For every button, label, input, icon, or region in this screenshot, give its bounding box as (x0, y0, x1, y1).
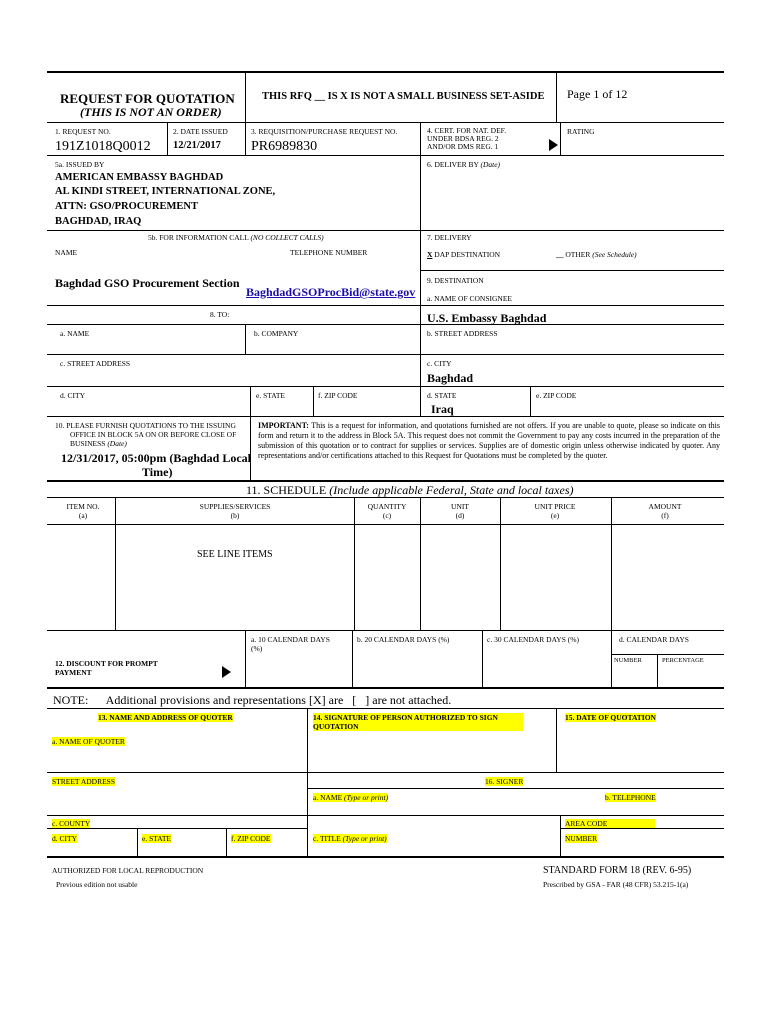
rating-label: RATING (567, 127, 595, 136)
arrow-right-icon (549, 139, 558, 151)
schedule-title (246, 483, 574, 498)
small-business-set-aside: THIS RFQ __ IS X IS NOT A SMALL BUSINESS SET-ASIDE (262, 91, 545, 102)
rule (245, 72, 246, 122)
dap-label: DAP DESTINATION (434, 250, 501, 259)
important-label: IMPORTANT: (258, 421, 309, 430)
dest-zip-label: e. ZIP CODE (536, 391, 577, 400)
quoter-county-label[interactable]: c. COUNTY (52, 819, 91, 828)
rule (167, 122, 168, 155)
rule (560, 828, 724, 829)
furnish-label-note: (Date) (107, 439, 127, 448)
quoter-city-label[interactable]: d. CITY (52, 834, 77, 843)
col-amount-label: AMOUNT (648, 502, 682, 511)
signer-title-label[interactable]: c. TITLE (313, 834, 341, 843)
page-number: Page 1 of 12 (567, 87, 628, 101)
col-unit-price-label: UNIT PRICE (534, 502, 576, 511)
quoter-street-label[interactable]: STREET ADDRESS (52, 777, 115, 786)
deliver-by-note: (Date) (480, 160, 501, 169)
rule (47, 122, 724, 123)
furnish-label-3-text: BUSINESS (70, 439, 106, 448)
quote-deadline-line2: Time) (142, 465, 173, 479)
rule (657, 654, 658, 687)
furnish-label-2: OFFICE IN BLOCK 5A ON OR BEFORE CLOSE OF (70, 430, 237, 439)
col-amount (635, 502, 695, 520)
rule (560, 815, 561, 856)
footer-form-number: STANDARD FORM 18 (REV. 6-95) (543, 865, 692, 876)
to-street-label: c. STREET ADDRESS (60, 359, 131, 368)
cert-label: 4. CERT. FOR NAT. DEF. UNDER BDSA REG. 2 AND/OR DMS REG. 1 (427, 126, 507, 151)
quoter-name-label[interactable]: a. NAME OF QUOTER (52, 737, 125, 746)
requisition-label: 3. REQUISITION/PURCHASE REQUEST NO. (251, 127, 398, 136)
rule (611, 654, 724, 655)
date-issued: 12/21/2017 (173, 140, 221, 151)
col-amount-sub: (f) (661, 511, 669, 520)
signer-title-field (313, 834, 387, 843)
col-quantity (357, 502, 417, 520)
rule (47, 386, 724, 387)
discount-20-days: b. 20 CALENDAR DAYS (%) (357, 635, 450, 644)
rule (47, 630, 724, 631)
to-city-label: d. CITY (60, 391, 85, 400)
rule (47, 230, 724, 231)
to-state-label: e. STATE (256, 391, 285, 400)
rule (250, 386, 251, 416)
signer-name-label[interactable]: a. NAME (313, 793, 343, 802)
consignee-label: a. NAME OF CONSIGNEE (427, 294, 512, 303)
other-checkbox[interactable]: __ (556, 250, 564, 259)
schedule-content: SEE LINE ITEMS (197, 549, 273, 560)
rule (115, 497, 116, 630)
col-quantity-sub: (c) (382, 511, 392, 520)
col-unit-price (515, 502, 595, 520)
deliver-by-label (427, 160, 500, 169)
col-supplies (185, 502, 285, 520)
col-quantity-label: QUANTITY (367, 502, 407, 511)
signature-header: 14. SIGNATURE OF PERSON AUTHORIZED TO SIGN QUOTATION (313, 713, 523, 731)
delivery-label: 7. DELIVERY (427, 233, 472, 242)
info-call-label-text: 5b. FOR INFORMATION CALL (148, 233, 249, 242)
contact-email-link[interactable]: BaghdadGSOProcBid@state.gov (246, 285, 416, 299)
rule (611, 497, 612, 687)
signer-label: 16. SIGNER (485, 777, 524, 786)
to-zip-label: f. ZIP CODE (318, 391, 358, 400)
rule (47, 708, 724, 709)
rule (245, 630, 246, 687)
contact-name: Baghdad GSO Procurement Section (55, 276, 240, 290)
discount-calendar-days: d. CALENDAR DAYS (619, 635, 689, 644)
dest-street-label: b. STREET ADDRESS (427, 329, 498, 338)
signer-name-note: (Type or print) (344, 793, 389, 802)
quote-deadline-line1: 12/31/2017, 05:00pm (Baghdad Local (61, 451, 252, 465)
important-notice (258, 421, 720, 461)
dest-city-label: c. CITY (427, 359, 452, 368)
col-unit-sub: (d) (455, 511, 465, 520)
other-note: (See Schedule) (592, 250, 637, 259)
col-unit-label: UNIT (451, 502, 469, 511)
request-no: 191Z1018Q0012 (55, 139, 151, 154)
dap-checkbox[interactable]: X (427, 250, 433, 259)
form-subtitle: (THIS IS NOT AN ORDER) (80, 105, 222, 119)
footer-previous-edition: Previous edition not usable (56, 880, 138, 889)
col-item-no-label: ITEM NO. (66, 502, 100, 511)
furnish-label-1: 10. PLEASE FURNISH QUOTATIONS TO THE ISSUING (55, 421, 236, 430)
deliver-by-label-text: 6. DELIVER BY (427, 160, 479, 169)
issued-by-line1: AMERICAN EMBASSY BAGHDAD (55, 172, 224, 183)
rule (47, 772, 724, 773)
to-name-label: a. NAME (60, 329, 90, 338)
rule (420, 497, 421, 630)
rule (307, 788, 724, 789)
col-item-no (63, 502, 103, 520)
to-label: 8. TO: (210, 310, 230, 319)
signer-name-field (313, 793, 388, 802)
rule (482, 630, 483, 687)
rule (47, 416, 724, 417)
rule (47, 687, 724, 689)
rule (47, 480, 724, 482)
dest-city: Baghdad (427, 371, 474, 385)
quoter-state-label[interactable]: e. STATE (142, 834, 171, 843)
rule (560, 122, 561, 155)
rule (307, 708, 308, 856)
rule (556, 72, 557, 122)
discount-number: NUMBER (614, 657, 642, 664)
footer-prescribed-by: Prescribed by GSA - FAR (48 CFR) 53.215-1(a) (543, 880, 689, 889)
destination-label: 9. DESTINATION (427, 276, 484, 285)
rule (47, 354, 724, 355)
footer-reproduction: AUTHORIZED FOR LOCAL REPRODUCTION (52, 866, 204, 875)
rule (556, 708, 557, 772)
rule (245, 122, 246, 155)
rule (530, 386, 531, 416)
col-unit-price-sub: (e) (550, 511, 560, 520)
rule (47, 856, 724, 858)
date-of-quotation-header: 15. DATE OF QUOTATION (565, 713, 656, 722)
discount-percentage: PERCENTAGE (662, 657, 704, 664)
issued-by-line4: BAGHDAD, IRAQ (55, 216, 142, 227)
contact-name-label: NAME (55, 248, 78, 257)
other-label: OTHER (565, 250, 591, 259)
dest-state-label: d. STATE (427, 391, 457, 400)
form-title: REQUEST FOR QUOTATION (60, 91, 235, 106)
request-no-label: 1. REQUEST NO. (55, 127, 111, 136)
rule (47, 815, 724, 816)
signer-title-note: (Type or print) (342, 834, 387, 843)
schedule-title-text: 11. SCHEDULE (246, 483, 327, 497)
to-company-label: b. COMPANY (254, 329, 299, 338)
telephone-label: TELEPHONE NUMBER (290, 248, 368, 257)
info-call-note: (NO COLLECT CALLS) (250, 233, 324, 242)
arrow-right-icon (222, 666, 231, 678)
info-call-label (148, 233, 324, 242)
rule (245, 324, 246, 354)
issued-by-label: 5a. ISSUED BY (55, 160, 105, 169)
discount-label: 12. DISCOUNT FOR PROMPT PAYMENT (55, 659, 158, 677)
other-option (556, 250, 637, 259)
rule (420, 270, 724, 271)
rule (250, 416, 251, 480)
rule (47, 828, 307, 829)
attachments-note: NOTE: Additional provisions and representations [X] are [ ] are not attached. (53, 693, 452, 707)
date-issued-label: 2. DATE ISSUED (173, 127, 228, 136)
rule (420, 122, 421, 416)
requisition-no: PR6989830 (251, 139, 318, 154)
rule (47, 524, 724, 525)
rule (137, 828, 138, 856)
issued-by-line2: AL KINDI STREET, INTERNATIONAL ZONE, (55, 186, 276, 197)
dest-state: Iraq (431, 402, 454, 416)
schedule-title-note: (Include applicable Federal, State and local taxes) (329, 483, 574, 497)
rule (500, 497, 501, 630)
consignee-name: U.S. Embassy Baghdad (427, 311, 547, 325)
rule (47, 305, 724, 306)
col-unit (440, 502, 480, 520)
top-border (47, 71, 724, 73)
rule (352, 630, 353, 687)
rule (47, 155, 724, 156)
quoter-zip-label[interactable]: f. ZIP CODE (231, 834, 271, 843)
col-item-no-sub: (a) (78, 511, 88, 520)
phone-number-label[interactable]: NUMBER (565, 834, 598, 843)
col-supplies-sub: (b) (230, 511, 240, 520)
discount-10-days: a. 10 CALENDAR DAYS (%) (251, 635, 330, 653)
discount-30-days: c. 30 CALENDAR DAYS (%) (487, 635, 580, 644)
issued-by-line3: ATTN: GSO/PROCUREMENT (55, 201, 199, 212)
signer-telephone-label[interactable]: b. TELEPHONE (605, 793, 656, 802)
dap-destination-option (427, 250, 500, 259)
quoter-name-address-header: 13. NAME AND ADDRESS OF QUOTER (98, 713, 233, 722)
furnish-label-3 (70, 439, 127, 448)
important-text: This is a request for information, and quotations furnished are not offers. If you are unable to quote, please so indicate on this form and return it to the address in Block 5A. This request does not commit the Government to pay any costs incurred in the preparation of the submission of this quotation or to contract for supplies or services. Supplies are of domestic origin unless otherwise indicated by quoter. Any representations and/or certifications attached to this Request for Quotations must be completed by the quoter. (258, 421, 720, 460)
col-supplies-label: SUPPLIES/SERVICES (199, 502, 271, 511)
rule (226, 828, 227, 856)
rule (313, 386, 314, 416)
rule (47, 324, 724, 325)
area-code-label[interactable]: AREA CODE (565, 819, 655, 828)
rule (354, 497, 355, 630)
